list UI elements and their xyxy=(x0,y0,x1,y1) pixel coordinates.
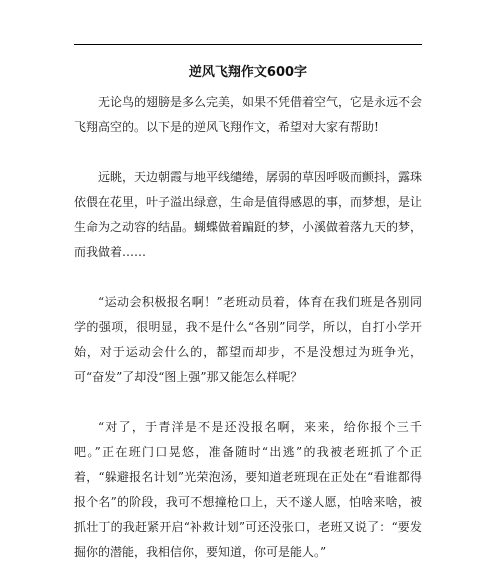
paragraph-gap xyxy=(74,265,422,290)
document-title: 逆风飞翔作文600字 xyxy=(188,65,308,80)
paragraph-gap xyxy=(74,140,422,165)
header-rule xyxy=(74,44,422,45)
paragraph-intro: 无论鸟的翅膀是多么完美，如果不凭借着空气，它是永远不会飞翔高空的。以下是的逆风飞翔作文，希望对大家有帮助! xyxy=(74,95,423,134)
paragraph-sports-meet: “运动会积极报名啊！”老班动员着，体育在我们班是各别同学的强项，很明显，我不是什么“各别”同学，所以，自打小学开始，对于运动会什么的，都望而却步，不是没想过为班争光，可“奋发”了却没“图上强”那又能怎么样呢？ xyxy=(74,295,422,384)
document-body xyxy=(74,90,422,561)
paragraph-dream: 远眺，天边朝霞与地平线缱绻，孱弱的草因呼吸而颤抖，露珠依偎在花里，叶子溢出绿意，生命是值得感恩的事，而梦想，是让生命为之动容的结晶。蝴蝶做着蹁跹的梦，小溪做着落九天的梦，而我做着…… xyxy=(74,170,423,259)
paragraph-gap xyxy=(74,390,422,415)
paragraph-signup: “对了，于青洋是不是还没报名啊，来来，给你报个三千吧。”正在班门口晃悠，准备随时“出逃”的我被老班抓了个正着，“躲避报名计划”光荣泡汤，要知道老班现在正处在“看谁都得报个名”的阶段，我可不想撞枪口上，天不遂人愿，怕啥来啥，被抓壮丁的我赶紧开启“补救计划”可还没张口，老班又说了：“要发掘你的潜能，我相信你，要知道，你可是能人。” xyxy=(74,420,422,559)
